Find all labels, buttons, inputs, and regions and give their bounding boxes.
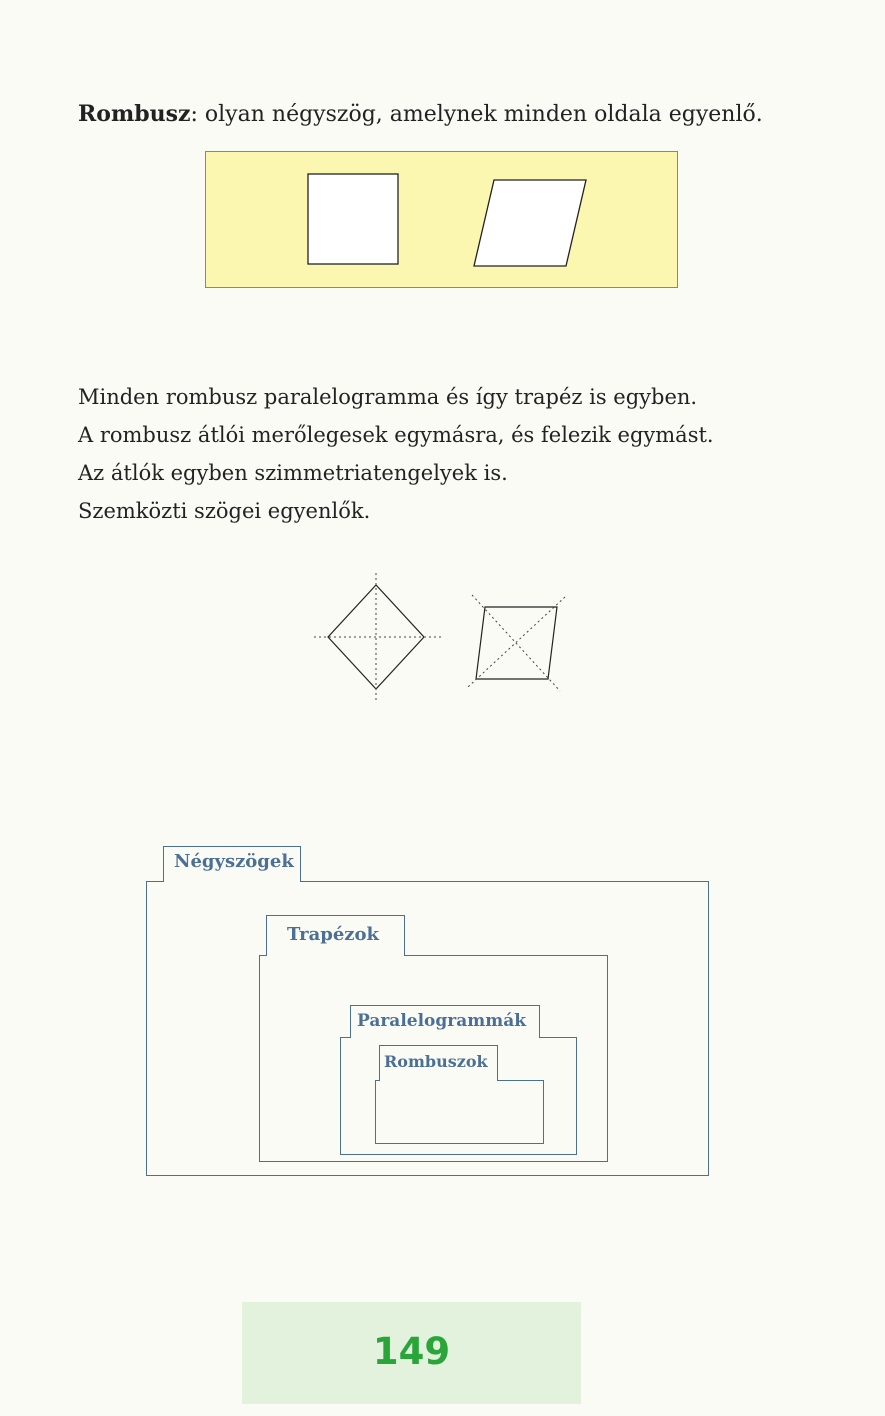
label-rombuszok: Rombuszok <box>379 1045 498 1081</box>
paragraph-line-2: A rombusz átlói merőlegesek egymásra, és felezik egymást. <box>78 423 714 447</box>
label-trapezok: Trapézok <box>266 915 405 956</box>
example-shapes <box>206 152 677 287</box>
paragraph-line-4: Szemközti szögei egyenlők. <box>78 499 371 523</box>
page-number: 149 <box>372 1330 451 1373</box>
example-shapes-box <box>205 151 678 288</box>
definition-term: Rombusz <box>78 101 191 127</box>
label-paralelogrammak: Paralelogrammák <box>350 1005 540 1038</box>
page-number-box <box>242 1302 581 1404</box>
diagonal-figures <box>300 565 580 715</box>
definition <box>78 100 763 129</box>
label-negyszogek: Négyszögek <box>163 846 301 882</box>
paragraph-line-3: Az átlók egyben szimmetriatengelyek is. <box>78 461 508 485</box>
square-shape <box>308 174 398 264</box>
rhombus-shape <box>474 180 586 266</box>
rhombus-diagonals-figure <box>468 595 565 691</box>
properties-paragraph <box>78 378 714 530</box>
definition-text: : olyan négyszög, amelynek minden oldala egyenlő. <box>190 102 763 127</box>
diamond-figure <box>314 573 442 703</box>
paragraph-line-1: Minden rombusz paralelogramma és így trapéz is egyben. <box>78 385 698 409</box>
frame-rombuszok <box>375 1080 544 1144</box>
